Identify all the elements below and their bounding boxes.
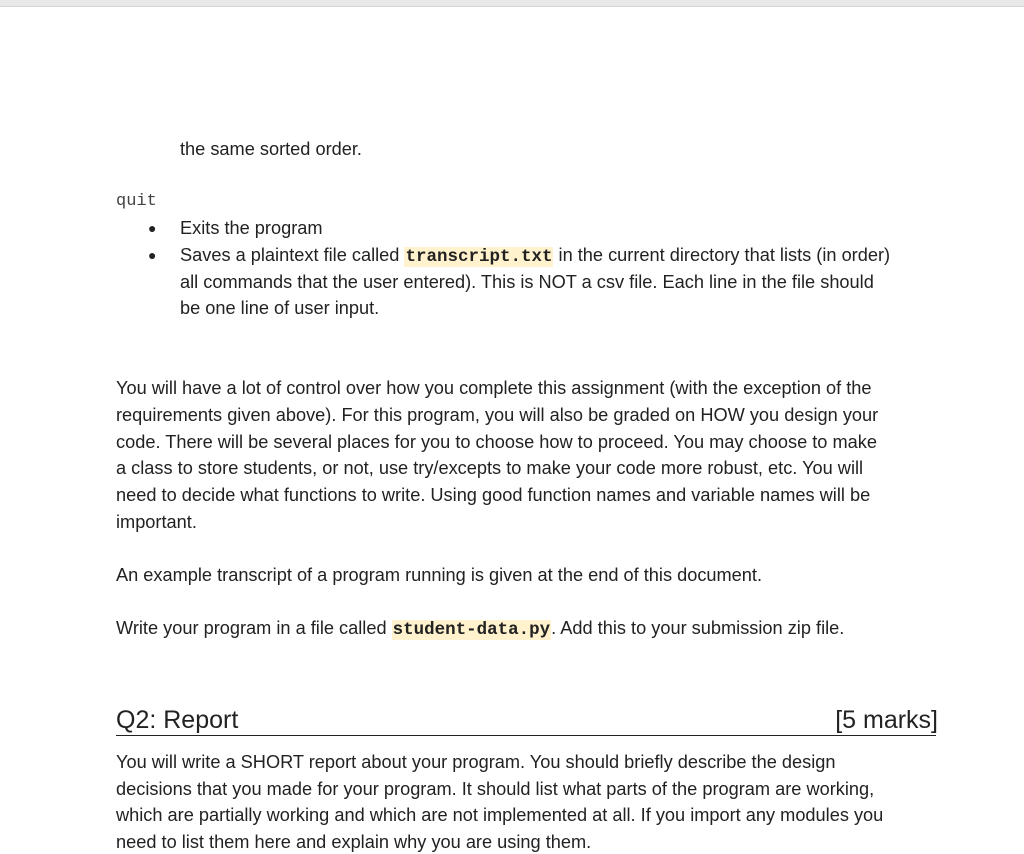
q2-heading-marks: [5 marks]: [835, 706, 938, 734]
paragraph-line: You will have a lot of control over how you complete this assignment (with the exception of the: [116, 378, 872, 398]
continuation-line: the same sorted order.: [180, 139, 362, 159]
paragraph-line: requirements given above). For this program, you will also be graded on HOW you design your: [116, 405, 879, 425]
bullet-saves-line1: [180, 242, 890, 271]
document-page: [0, 7, 1024, 854]
paragraph-line: need to decide what functions to write. Using good function names and variable names will be: [116, 485, 871, 505]
student-data-filename: student-data.py: [392, 620, 551, 640]
bullet-saves-line3: be one line of user input.: [180, 298, 380, 318]
paragraph-line: important.: [116, 512, 197, 532]
q2-body-line: which are partially working and which are not implemented at all. If you import any modules you: [116, 805, 884, 825]
bullet-saves-text: Saves a plaintext file called: [180, 245, 405, 265]
bullet-icon: ●: [148, 247, 157, 263]
bullet-exits: Exits the program: [180, 218, 323, 238]
write-text-cont: . Add this to your submission zip file.: [551, 618, 845, 638]
quit-command: quit: [116, 192, 157, 211]
paragraph-line: a class to store students, or not, use try/excepts to make your code more robust, etc. You will: [116, 458, 864, 478]
viewer-top-band: [0, 0, 1024, 7]
q2-heading-title: Q2: Report: [116, 706, 239, 734]
q2-heading-rule: [116, 735, 936, 736]
paragraph-write: [116, 615, 844, 644]
paragraph-example: An example transcript of a program running is given at the end of this document.: [116, 565, 763, 585]
write-text: Write your program in a file called: [116, 618, 392, 638]
q2-body-line: need to list them here and explain why you are using them.: [116, 832, 592, 852]
q2-body-line: decisions that you made for your program. It should list what parts of the program are working,: [116, 779, 875, 799]
q2-body-line: You will write a SHORT report about your program. You should briefly describe the design: [116, 752, 836, 772]
bullet-saves-line2: all commands that the user entered). This is NOT a csv file. Each line in the file should: [180, 272, 874, 292]
bullet-icon: ●: [148, 220, 157, 236]
paragraph-line: code. There will be several places for you to choose how to proceed. You may choose to make: [116, 432, 877, 452]
transcript-filename: transcript.txt: [405, 247, 553, 267]
bullet-saves-text-cont: in the current directory that lists (in order): [553, 245, 891, 265]
